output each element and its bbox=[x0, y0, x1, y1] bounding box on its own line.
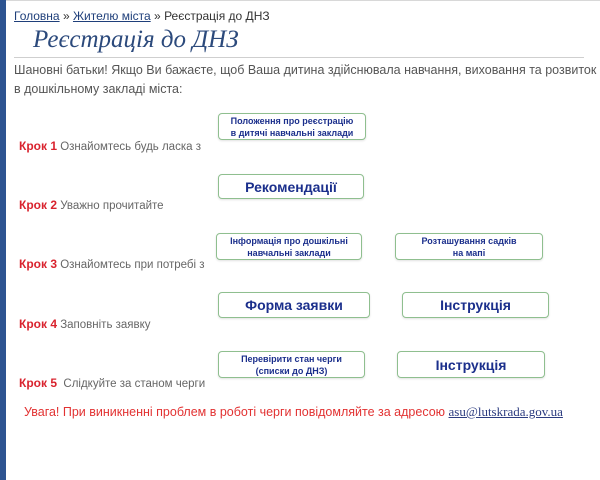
breadcrumb-residents-link[interactable]: Жителю міста bbox=[72, 9, 151, 23]
step-text: Уважно прочитайте bbox=[60, 200, 164, 212]
step-number: Крок 3 bbox=[19, 257, 57, 271]
button-label-line1: Положення про реєстрацію bbox=[230, 115, 354, 126]
step-text: Заповніть заявку bbox=[60, 319, 151, 331]
button-label-line1: Розташування садків bbox=[421, 235, 517, 246]
button-label: Інструкція bbox=[435, 356, 507, 373]
top-divider bbox=[6, 0, 600, 1]
breadcrumb-home-link[interactable]: Головна bbox=[14, 9, 60, 23]
step-number: Крок 4 bbox=[19, 317, 57, 331]
button-label-line2: (списки до ДНЗ) bbox=[255, 365, 328, 376]
button-label: Рекомендації bbox=[245, 178, 337, 195]
preschool-info-button[interactable] bbox=[216, 233, 362, 260]
left-border-bar bbox=[0, 0, 6, 480]
intro-text: Шановні батьки! Якщо Ви бажаєте, щоб Ваша дитина здійснювала навчання, виховання та розвиток в дошкільному закладі міста: bbox=[14, 63, 597, 96]
button-label-line1: Інформація про дошкільні bbox=[230, 235, 348, 246]
button-label-line2: в дитячі навчальні заклади bbox=[230, 127, 354, 138]
regulation-button[interactable] bbox=[218, 113, 366, 140]
application-form-button[interactable] bbox=[218, 292, 370, 318]
step-text: Слідкуйте за станом черги bbox=[60, 378, 206, 390]
notice-text: Увага! При виникненні проблем в роботі черги повідомляйте за адресою bbox=[24, 405, 449, 419]
step-1 bbox=[19, 139, 201, 153]
button-label: Інструкція bbox=[440, 297, 511, 313]
breadcrumb-separator: » bbox=[154, 9, 161, 23]
step-number: Крок 2 bbox=[19, 198, 57, 212]
breadcrumb-separator: » bbox=[62, 9, 70, 23]
kindergarten-map-button[interactable] bbox=[395, 233, 543, 260]
button-label-line2: на мапі bbox=[452, 247, 486, 258]
instruction-step5-button[interactable] bbox=[397, 351, 545, 378]
step-3 bbox=[19, 257, 205, 271]
button-label-line2: навчальні заклади bbox=[247, 247, 331, 258]
page-title: Реєстрація до ДНЗ bbox=[33, 26, 239, 53]
breadcrumb-current: Реєстрація до ДНЗ bbox=[164, 9, 270, 23]
step-4 bbox=[19, 317, 151, 331]
step-number: Крок 1 bbox=[19, 139, 57, 153]
step-number: Крок 5 bbox=[19, 376, 57, 390]
instruction-step4-button[interactable] bbox=[402, 292, 549, 318]
button-label-line1: Перевірити стан черги bbox=[241, 353, 342, 364]
support-notice bbox=[24, 404, 563, 420]
breadcrumb bbox=[14, 9, 270, 23]
step-5 bbox=[19, 376, 205, 390]
step-text: Ознайомтесь при потребі з bbox=[60, 259, 205, 271]
step-text: Ознайомтесь будь ласка з bbox=[60, 141, 201, 153]
step-2 bbox=[19, 198, 164, 212]
recommendations-button[interactable] bbox=[218, 174, 364, 199]
support-email-link[interactable]: asu@lutskrada.gov.ua bbox=[448, 404, 563, 419]
check-queue-button[interactable] bbox=[218, 351, 365, 378]
button-label: Форма заявки bbox=[245, 297, 343, 313]
title-divider bbox=[14, 57, 584, 58]
